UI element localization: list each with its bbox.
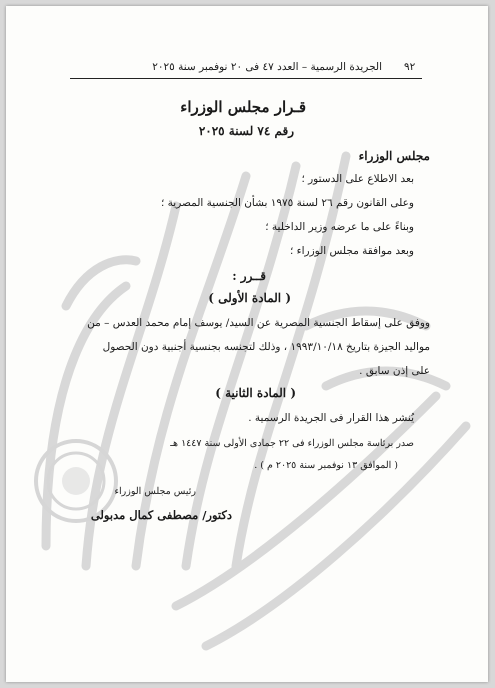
decree-number: رقم ٧٤ لسنة ٢٠٢٥ [198,124,294,138]
issuer-heading: مجلس الوزراء [358,149,430,163]
issued-line: صدر برئاسة مجلس الوزراء فى ٢٢ جمادى الأولى سنة ١٤٤٧ هـ [170,438,414,449]
article-2-heading: ( المادة الثانية ) [215,386,296,400]
article-1-line-1: ووفق على إسقاط الجنسية المصرية عن السيد/ يوسف إمام محمد العدس – من [87,317,430,329]
decree-title: قـرار مجلس الوزراء [180,98,306,116]
header-rule [70,78,422,79]
preamble-line-1: بعد الاطلاع على الدستور ؛ [301,173,414,185]
preamble-line-4: وبعد موافقة مجلس الوزراء ؛ [290,245,414,257]
corresponding-date: ( الموافق ١٣ نوفمبر سنة ٢٠٢٥ م ) . [254,460,398,471]
decided-heading: قــرر : [232,269,266,283]
preamble-line-2: وعلى القانون رقم ٢٦ لسنة ١٩٧٥ بشأن الجنسية المصرية ؛ [161,197,414,209]
article-1-line-3: على إذن سابق . [359,365,430,377]
document-page [6,6,488,682]
article-1-line-2: مواليد الجيزة بتاريخ ١٩٩٣/١٠/١٨ ، وذلك لتجنسه بجنسية أجنبية دون الحصول [102,341,430,353]
article-1-heading: ( المادة الأولى ) [208,291,291,305]
signatory-title: رئيس مجلس الوزراء [114,486,196,497]
running-title: الجريدة الرسمية – العدد ٤٧ فى ٢٠ نوفمبر سنة ٢٠٢٥ [152,61,382,73]
article-2-text: يُنشر هذا القرار فى الجريدة الرسمية . [248,412,414,424]
page-number: ٩٢ [404,61,416,73]
preamble-line-3: وبناءً على ما عرضه وزير الداخلية ؛ [265,221,414,233]
signatory-name: دكتور/ مصطفى كمال مدبولى [90,508,232,522]
